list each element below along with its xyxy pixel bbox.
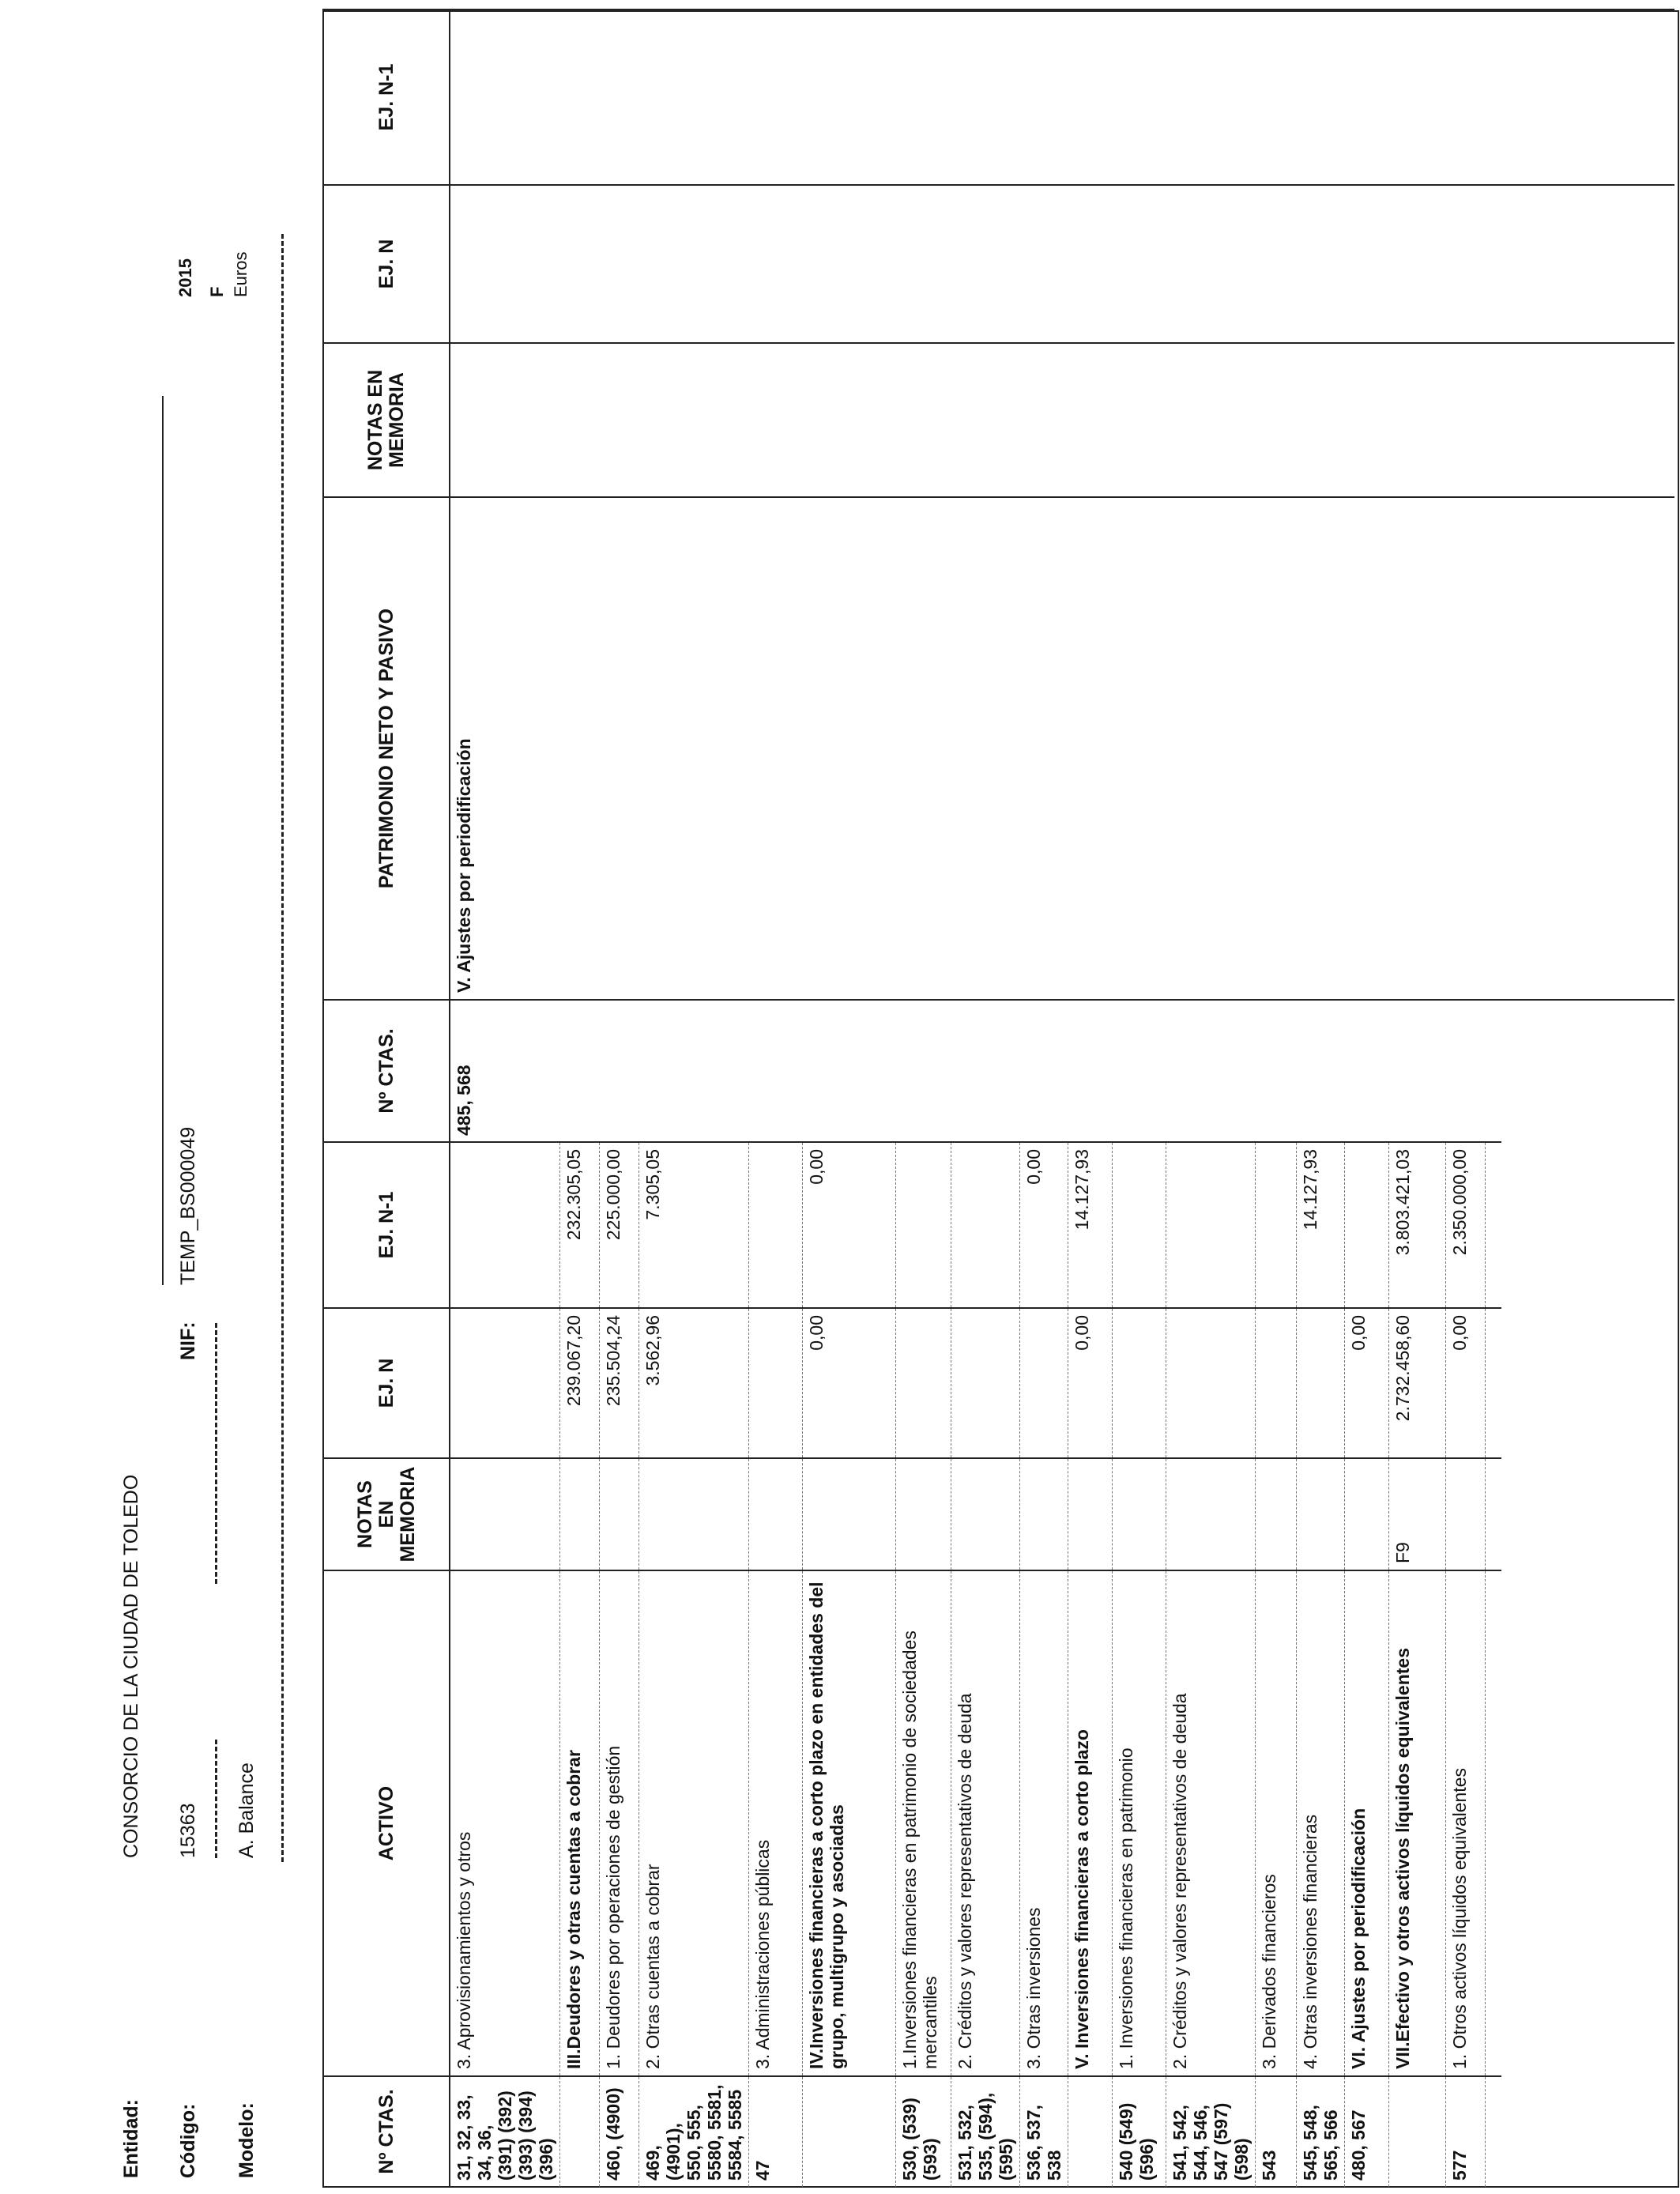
row-ejn1 [749, 1142, 803, 1308]
col-activo-header: ACTIVO [323, 1570, 450, 2076]
letter-label [207, 287, 228, 297]
row-ctas: 531, 532, 535, (594), (595) [951, 2076, 1020, 2187]
row-ejn: 2.732.458,60 [1389, 1308, 1446, 1458]
row-activo: 1. Inversiones financieras en patrimonio [1113, 1570, 1166, 2076]
row-activo: 3. Aprovisionamientos y otros [450, 1570, 560, 2076]
row-ctas: 577 [1446, 2076, 1486, 2187]
nif-value-underline [162, 396, 164, 1285]
row-notas [951, 1458, 1020, 1570]
empty-cell [1486, 1458, 1501, 1570]
row-ejn [1113, 1308, 1166, 1458]
letter-value: F [207, 286, 227, 297]
row-ctas [1389, 2076, 1446, 2187]
activo-table [322, 1141, 1501, 2188]
row-activo: VI. Ajustes por periodificación [1345, 1570, 1389, 2076]
row-ejn: 235.504,24 [600, 1308, 639, 1458]
row-ejn1 [450, 1142, 560, 1308]
row-ctas: 541, 542, 544, 546, 547 (597) (598) [1166, 2076, 1256, 2187]
row-ejn: 3.562,96 [639, 1308, 749, 1458]
nif-value: TEMP_BS000049 [177, 1126, 199, 1285]
row-notas [1020, 1458, 1068, 1570]
row-notas [450, 1458, 560, 1570]
table-row [951, 1142, 1020, 2187]
table-row [896, 1142, 951, 2187]
activo-body [450, 1142, 1501, 2187]
row-ctas: 480, 567 [1345, 2076, 1389, 2187]
col-notas-header: NOTAS EN MEMORIA [323, 1458, 450, 1570]
row-activo: V. Inversiones financieras a corto plazo [1068, 1570, 1113, 2076]
row-activo: 1. Deudores por operaciones de gestión [600, 1570, 639, 2076]
row-activo: 4. Otras inversiones financieras [1297, 1570, 1345, 2076]
row-ejn1: 7.305,05 [639, 1142, 749, 1308]
codigo-label: Código: [177, 2103, 199, 2178]
row-activo: 2. Otras cuentas a cobrar [639, 1570, 749, 2076]
entidad-value: CONSORCIO DE LA CIUDAD DE TOLEDO [120, 1474, 142, 1858]
year-value: 2015 [175, 258, 195, 297]
row-notas [1166, 1458, 1256, 1570]
table-row [1345, 1142, 1389, 2187]
row-activo: IV.Inversiones financieras a corto plazo en entidades del grupo, multigrupo y asociadas [803, 1570, 896, 2076]
row-notas: F9 [1389, 1458, 1446, 1570]
row-pasivo: V. Ajustes por periodificación [450, 497, 1674, 1000]
row-ejn1 [1113, 1142, 1166, 1308]
pasivo-table [322, 9, 1674, 1143]
row-activo: 3. Derivados financieros [1256, 1570, 1297, 2076]
modelo-value: A. Balance [235, 1762, 258, 1858]
nif-underline [215, 1323, 217, 1584]
row-ejn1 [896, 1142, 951, 1308]
modelo-label: Modelo: [235, 2102, 258, 2178]
table-row [600, 1142, 639, 2187]
row-ctas: 469, (4901), 550, 555, 5580, 5581, 5584, 5585 [639, 2076, 749, 2187]
row-notas [1256, 1458, 1297, 1570]
pasivo-header-row [323, 9, 450, 1142]
row-ctas: 460, (4900) [600, 2076, 639, 2187]
col-ejn1-header: EJ. N-1 [323, 1142, 450, 1308]
table-row [1166, 1142, 1256, 2187]
row-ejn: 0,00 [1345, 1308, 1389, 1458]
row-ctas [803, 2076, 896, 2187]
filler-row [1486, 1142, 1501, 2187]
row-notas [1297, 1458, 1345, 1570]
row-ejn [450, 185, 1674, 343]
nif-label: NIF: [177, 1321, 199, 1360]
row-ejn1: 14.127,93 [1297, 1142, 1345, 1308]
col-pasivo-header: PATRIMONIO NETO Y PASIVO [323, 497, 450, 1000]
row-ejn: 0,00 [1446, 1308, 1486, 1458]
codigo-value: 15363 [177, 1803, 199, 1858]
row-ejn [1256, 1308, 1297, 1458]
row-notas [600, 1458, 639, 1570]
row-ctas: 47 [749, 2076, 803, 2187]
row-ejn1: 232.305,05 [560, 1142, 600, 1308]
table-row [450, 1142, 560, 2187]
table-row [803, 1142, 896, 2187]
row-ejn: 239.067,20 [560, 1308, 600, 1458]
row-ctas [1068, 2076, 1113, 2187]
activo-header-row [323, 1142, 450, 2187]
row-ejn1: 14.127,93 [1068, 1142, 1113, 1308]
row-activo: 2. Créditos y valores representativos de deuda [1166, 1570, 1256, 2076]
row-activo: VII.Efectivo y otros activos líquidos equivalentes [1389, 1570, 1446, 2076]
year-label [175, 258, 196, 297]
row-notas [1446, 1458, 1486, 1570]
row-ejn1 [1256, 1142, 1297, 1308]
empty-cell [1486, 1570, 1501, 2076]
empty-cell [1486, 2076, 1501, 2187]
row-notas [1068, 1458, 1113, 1570]
row-notas [639, 1458, 749, 1570]
codigo-underline [215, 1740, 217, 1858]
row-ejn1: 3.803.421,03 [1389, 1142, 1446, 1308]
row-activo: 1.Inversiones financieras en patrimonio de sociedades mercantiles [896, 1570, 951, 2076]
empty-cell [1486, 1142, 1501, 1308]
row-ejn [896, 1308, 951, 1458]
row-notas [450, 343, 1674, 497]
row-ctas: 545, 548, 565, 566 [1297, 2076, 1345, 2187]
currency-label: Euros [231, 251, 250, 297]
row-ejn1: 0,00 [1020, 1142, 1068, 1308]
col-notas-header: NOTAS EN MEMORIA [323, 343, 450, 497]
row-notas [803, 1458, 896, 1570]
table-row [560, 1142, 600, 2187]
col-ctas-header: Nº CTAS. [323, 1000, 450, 1142]
row-notas [896, 1458, 951, 1570]
col-ejn-header: EJ. N [323, 1308, 450, 1458]
col-ejn1-header: EJ. N-1 [323, 9, 450, 185]
row-ejn1 [450, 9, 1674, 185]
row-activo: 2. Créditos y valores representativos de deuda [951, 1570, 1020, 2076]
pasivo-body [450, 9, 1674, 1142]
row-notas [749, 1458, 803, 1570]
row-ctas [560, 2076, 600, 2187]
row-ctas: 543 [1256, 2076, 1297, 2187]
row-ejn [1297, 1308, 1345, 1458]
row-ejn [1166, 1308, 1256, 1458]
row-ejn1: 225.000,00 [600, 1142, 639, 1308]
entidad-label: Entidad: [120, 2099, 142, 2178]
row-ctas: 540 (549) (596) [1113, 2076, 1166, 2187]
row-ejn [1020, 1308, 1068, 1458]
empty-cell [1486, 1308, 1501, 1458]
table-row [1389, 1142, 1446, 2187]
table-row [1256, 1142, 1297, 2187]
row-ejn1 [951, 1142, 1020, 1308]
row-notas [1345, 1458, 1389, 1570]
row-activo: III.Deudores y otras cuentas a cobrar [560, 1570, 600, 2076]
table-row [749, 1142, 803, 2187]
row-activo: 3. Administraciones públicas [749, 1570, 803, 2076]
row-ejn1: 2.350.000,00 [1446, 1142, 1486, 1308]
row-activo: 3. Otras inversiones [1020, 1570, 1068, 2076]
table-row [1446, 1142, 1486, 2187]
row-ejn [951, 1308, 1020, 1458]
row-ejn1: 0,00 [803, 1142, 896, 1308]
row-ejn1 [1345, 1142, 1389, 1308]
col-ctas-header: Nº CTAS. [323, 2076, 450, 2187]
row-notas [1113, 1458, 1166, 1570]
row-activo: 1. Otros activos líquidos equivalentes [1446, 1570, 1486, 2076]
row-ejn1 [1166, 1142, 1256, 1308]
table-row [639, 1142, 749, 2187]
table-row [1020, 1142, 1068, 2187]
row-ctas: 485, 568 [450, 1000, 1674, 1142]
row-notas [560, 1458, 600, 1570]
row-ejn: 0,00 [1068, 1308, 1113, 1458]
row-ejn: 0,00 [803, 1308, 896, 1458]
row-ejn [450, 1308, 560, 1458]
row-ctas: 530, (539) (593) [896, 2076, 951, 2187]
row-ctas: 536, 537, 538 [1020, 2076, 1068, 2187]
table-row [1113, 1142, 1166, 2187]
table-row [1297, 1142, 1345, 2187]
modelo-underline [281, 234, 284, 1862]
table-row [450, 9, 1674, 1142]
col-ejn-header: EJ. N [323, 185, 450, 343]
row-ctas: 31, 32, 33, 34, 36, (391) (392) (393) (394) (396) [450, 2076, 560, 2187]
row-ejn [749, 1308, 803, 1458]
table-row [1068, 1142, 1113, 2187]
